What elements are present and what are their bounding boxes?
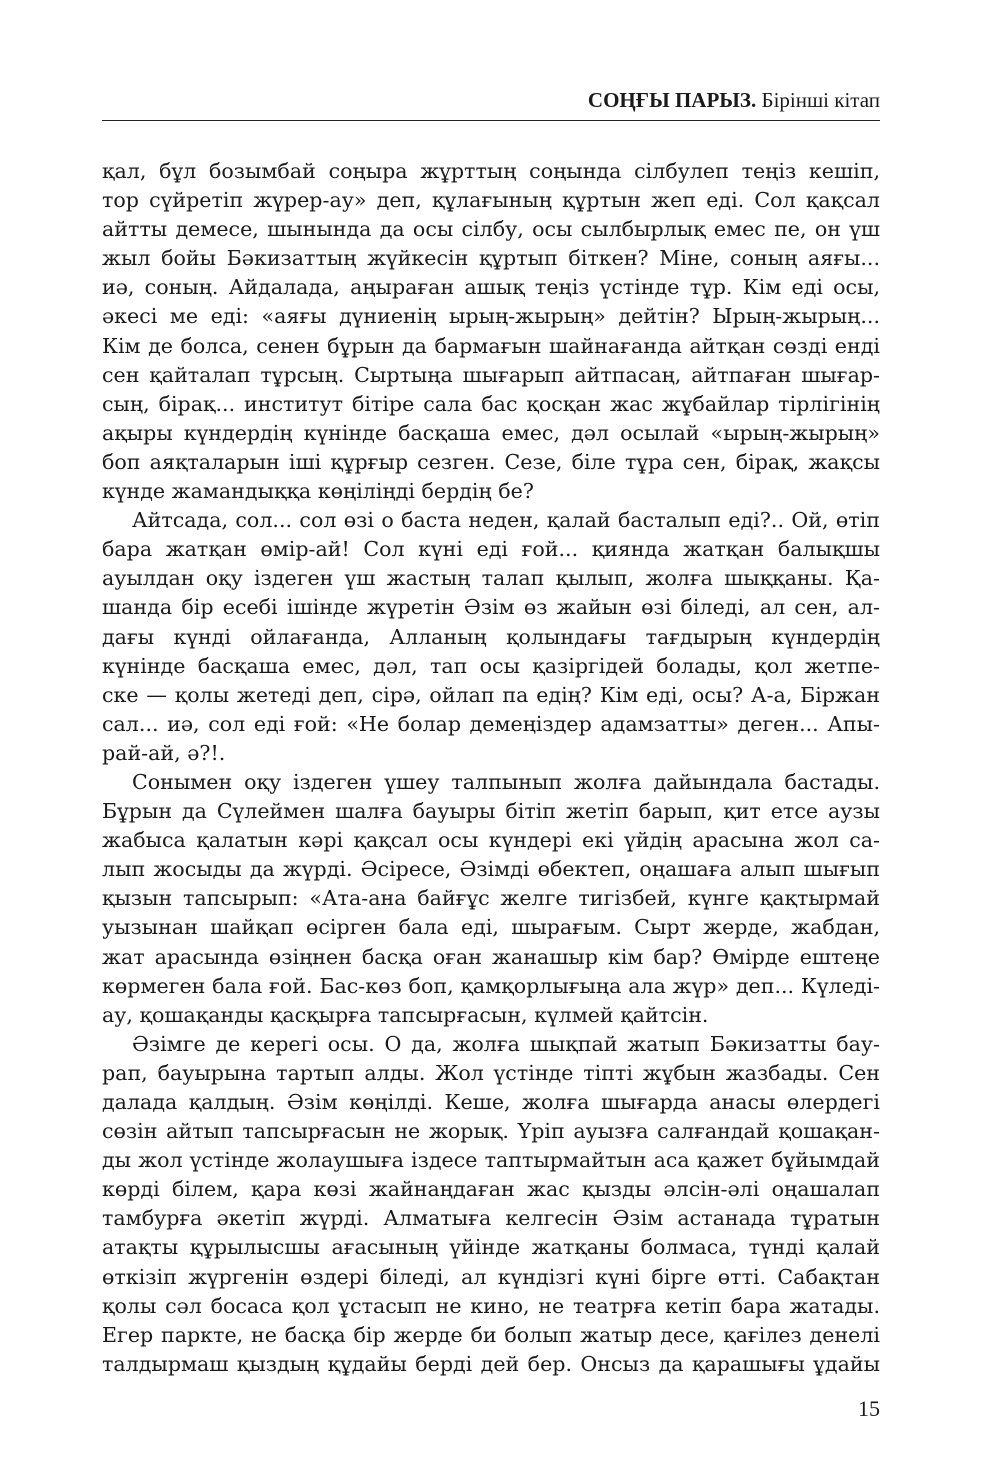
text-line: иә, соның. Айдалада, аңыраған ашық теңіз үстінде тұр. Кім еді осы, (102, 275, 880, 300)
text-line: рай-ай, ә?!. (102, 740, 226, 765)
book-subtitle: Бірінші кітап (756, 88, 880, 112)
text-line: жыл бойы Бәкизаттың жүйкесін құртып біткен? Міне, соның аяғы... (102, 246, 880, 271)
text-line: өткізіп жүргенін өздері біледі, ал күндізгі күні бірге өтті. Сабақтан (102, 1264, 880, 1289)
text-line: жабыса қалатын кәрі қақсал осы күндері екі үйдің арасына жол са- (102, 828, 880, 853)
text-line: қал, бұл бозымбай соңыра жұрттың соңында сілбулеп теңіз кешіп, (102, 159, 880, 183)
text-line: бара жатқан өмір-ай! Сол күні еді ғой... қиянда жатқан балықшы (102, 537, 880, 562)
text-line: сың, бірақ... институт бітіре сала бас қосқан жас жұбайлар тірлігінің (102, 391, 880, 416)
text-line: ақыры күндердің күнінде басқаша емес, дәл осылай «ырың-жырың» (102, 420, 880, 445)
text-line: Бұрын да Сүлеймен шалға бауыры бітіп жетіп барып, қит етсе аузы (102, 799, 880, 824)
text-line: күнде жамандыққа көңіліңді бердің бе? (102, 479, 534, 504)
text-line: жат арасында өзіңнен басқа оған жанашыр кім бар? Өмірде ештеңе (102, 944, 880, 969)
text-line: атақты құрылысшы ағасының үйінде жатқаны болмаса, түнді қалай (102, 1235, 880, 1260)
book-title: СОҢҒЫ ПАРЫЗ. (587, 88, 757, 112)
running-header (102, 86, 880, 121)
text-line: боп аяқталарын іші құрғыр сезген. Сезе, біле тұра сен, бірақ, жақсы (102, 449, 880, 474)
text-line: талдырмаш қыздың құдайы берді дей бер. Онсыз да қарашығы ұдайы (102, 1351, 880, 1376)
text-line: далада қалдың. Әзім көңілді. Кеше, жолға шығарда анасы өлердегі (102, 1090, 880, 1114)
text-line: лып жосыды да жүрді. Әсіресе, Әзімді өбектеп, оңашаға алып шығып (102, 857, 880, 882)
text-line: айтты демесе, шынында да осы сілбу, осы сылбырлық емес пе, он үш (102, 217, 880, 242)
text-line: тамбурға әкетіп жүрді. Алматыға келгесін Әзім астанада тұратын (102, 1206, 880, 1231)
text-line: ске — қолы жетеді деп, сірә, ойлап па едің? Кім еді, осы? А-а, Біржан (102, 682, 880, 707)
text-line: шанда бір есебі ішінде жүретін Әзім өз жайын өзі біледі, ал сен, ал- (102, 595, 880, 620)
text-line: уызынан шайқап өсірген бала еді, шырағым. Сырт жерде, жабдан, (102, 915, 880, 940)
text-line: тор сүйретіп жүрер-ау» деп, құлағының құртын жеп еді. Сол қақсал (102, 188, 880, 213)
text-line: ды жол үстінде жолаушыға іздесе таптырмайтын аса қажет бұйымдай (102, 1148, 880, 1173)
text-line: Егер паркте, не басқа бір жерде би болып жатыр десе, қағілез денелі (102, 1322, 880, 1347)
page-number: 15 (858, 1396, 880, 1421)
text-line: рап, бауырына тартып алды. Жол үстінде тіпті жұбын жазбады. Сен (102, 1060, 880, 1085)
text-line: дағы күнді ойлағанда, Алланың қолындағы тағдырың күндердің (102, 624, 880, 649)
text-line: қолы сәл босаса қол ұстасып не кино, не театрға кетіп бара жатады. (102, 1293, 880, 1318)
text-line: сөзін айтып тапсырғасын не жорық. Үріп ауызға салғандай қошақан- (102, 1119, 880, 1144)
text-line: ау, қошақанды қасқырға тапсырғасын, күлмей қайтсін. (102, 1002, 709, 1027)
text-line: әкесі ме еді: «аяғы дүниенің ырың-жырың» дейтін? Ырың-жырың... (102, 304, 880, 329)
text-line: қызын тапсырып: «Ата-ана байғұс желге тигізбей, күнге қақтырмай (102, 886, 880, 911)
text-line: Кім де болса, сенен бұрын да бармағын шайнағанда айтқан сөзді енді (102, 333, 880, 358)
text-line: күнінде басқаша емес, дәл, тап осы қазіргідей болады, қол жетпе- (102, 653, 880, 678)
text-line: сен қайталап тұрсың. Сыртыңа шығарып айтпасаң, айтпаған шығар- (102, 362, 880, 387)
text-line: Айтсада, сол... сол өзі о баста неден, қалай басталып еді?.. Ой, өтіп (132, 508, 880, 533)
text-line: сал... иә, сол еді ғой: «Не болар демеңіздер адамзатты» деген... Апы- (102, 711, 880, 736)
text-line: Сонымен оқу іздеген үшеу талпынып жолға дайындала бастады. (132, 769, 880, 794)
text-body (102, 157, 880, 1379)
text-line: көрді білем, қара көзі жайнаңдаған жас қызды әлсін-әлі оңашалап (102, 1177, 880, 1202)
text-line: ауылдан оқу іздеген үш жастың талап қылып, жолға шыққаны. Қа- (102, 566, 880, 591)
text-line: Әзімге де керегі осы. О да, жолға шықпай жатып Бәкизатты бау- (132, 1031, 880, 1056)
text-line: көрмеген бала ғой. Бас-көз боп, қамқорлығыңа ала жүр» деп... Күледі- (102, 973, 880, 998)
